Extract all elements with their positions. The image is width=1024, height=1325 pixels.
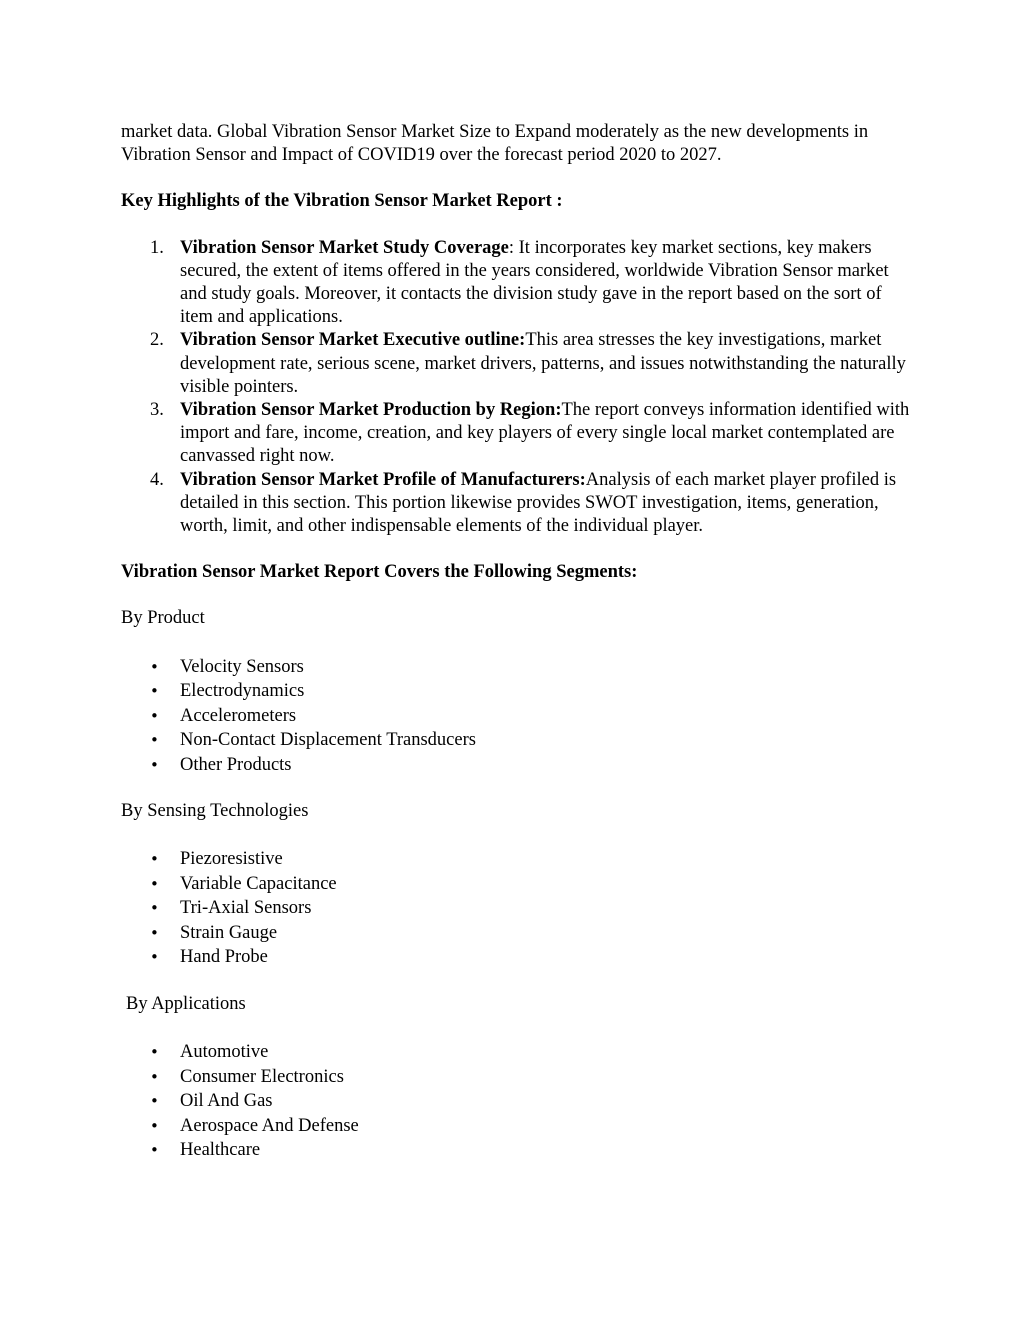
highlight-number: 1. xyxy=(150,237,164,258)
list-item-label: Non-Contact Displacement Transducers xyxy=(180,730,476,751)
list-item xyxy=(121,921,911,946)
list-item-label: Automotive xyxy=(180,1042,269,1063)
segments-heading: Vibration Sensor Market Report Covers the Following Segments: xyxy=(121,562,638,583)
highlight-text: This area stresses the key investigations, market development rate, serious scene, market drivers, patterns, and issues notwithstanding the naturally visible pointers. xyxy=(180,330,906,397)
list-item-label: Other Products xyxy=(180,754,292,775)
by-sensing-label: By Sensing Technologies xyxy=(121,801,309,822)
highlight-text: Analysis of each market player profiled is detailed in this section. This portion likewise provides SWOT investigation, items, generation, worth, limit, and other indispensable elements of the individual player. xyxy=(180,469,897,537)
list-item xyxy=(121,1065,911,1090)
highlight-title: Vibration Sensor Market Study Coverage xyxy=(180,237,509,258)
highlight-number: 3. xyxy=(150,400,164,421)
highlight-item xyxy=(121,237,911,330)
bullet-icon: • xyxy=(150,1067,159,1086)
list-item xyxy=(121,655,911,680)
bullet-icon: • xyxy=(150,1116,159,1135)
list-item xyxy=(121,728,911,753)
list-item-label: Aerospace And Defense xyxy=(180,1115,359,1136)
bullet-icon: • xyxy=(150,755,159,774)
by-applications-list xyxy=(121,1040,911,1163)
list-item xyxy=(121,945,911,970)
highlight-item xyxy=(121,329,911,399)
list-item xyxy=(121,896,911,921)
list-item xyxy=(121,1040,911,1065)
list-item xyxy=(121,1114,911,1139)
highlight-text: : It incorporates key market sections, key makers secured, the extent of items offered in the years considered, worldwide Vibration Sensor market and study goals. Moreover, it contacts the division study gave in the report based on the sort of item and applications. xyxy=(180,237,889,328)
highlight-item xyxy=(121,469,911,539)
bullet-icon: • xyxy=(150,1092,159,1111)
highlight-number: 2. xyxy=(150,330,164,351)
highlights-heading: Key Highlights of the Vibration Sensor Market Report : xyxy=(121,191,563,212)
bullet-icon: • xyxy=(150,874,159,893)
bullet-icon: • xyxy=(150,1141,159,1160)
bullet-icon: • xyxy=(150,948,159,967)
highlight-text: The report conveys information identified with import and fare, income, creation, and key players of every single local market contemplated are canvassed right now. xyxy=(180,400,910,467)
list-item-label: Accelerometers xyxy=(180,705,297,726)
bullet-icon: • xyxy=(150,706,159,725)
bullet-icon: • xyxy=(150,899,159,918)
highlight-item xyxy=(121,399,911,469)
list-item-label: Healthcare xyxy=(180,1140,261,1161)
bullet-icon: • xyxy=(150,657,159,676)
list-item-label: Velocity Sensors xyxy=(180,656,304,677)
list-item-label: Hand Probe xyxy=(180,947,268,968)
list-item-label: Oil And Gas xyxy=(180,1091,273,1112)
highlights-list xyxy=(121,237,911,539)
by-product-label: By Product xyxy=(121,608,205,629)
bullet-icon: • xyxy=(150,731,159,750)
highlight-number: 4. xyxy=(150,469,164,490)
list-item-label: Consumer Electronics xyxy=(180,1066,344,1087)
by-product-list xyxy=(121,655,911,778)
list-item-label: Piezoresistive xyxy=(180,849,283,870)
list-item-label: Tri-Axial Sensors xyxy=(180,898,312,919)
list-item xyxy=(121,847,911,872)
highlight-title: Vibration Sensor Market Executive outline: xyxy=(180,330,526,351)
list-item xyxy=(121,753,911,778)
highlight-title: Vibration Sensor Market Production by Region: xyxy=(180,400,562,421)
list-item xyxy=(121,704,911,729)
highlight-title: Vibration Sensor Market Profile of Manufacturers: xyxy=(180,469,586,490)
list-item-label: Strain Gauge xyxy=(180,922,278,943)
list-item-label: Electrodynamics xyxy=(180,681,305,702)
list-item-label: Variable Capacitance xyxy=(180,873,337,894)
by-applications-label: By Applications xyxy=(126,993,246,1014)
bullet-icon: • xyxy=(150,850,159,869)
list-item xyxy=(121,1138,911,1163)
list-item xyxy=(121,1089,911,1114)
bullet-icon: • xyxy=(150,1043,159,1062)
bullet-icon: • xyxy=(150,923,159,942)
list-item xyxy=(121,872,911,897)
by-sensing-list xyxy=(121,847,911,970)
document-page xyxy=(121,121,911,1163)
list-item xyxy=(121,679,911,704)
bullet-icon: • xyxy=(150,682,159,701)
intro-paragraph: market data. Global Vibration Sensor Market Size to Expand moderately as the new developments in Vibration Sensor and Impact of COVID19 over the forecast period 2020 to 2027. xyxy=(121,122,869,166)
